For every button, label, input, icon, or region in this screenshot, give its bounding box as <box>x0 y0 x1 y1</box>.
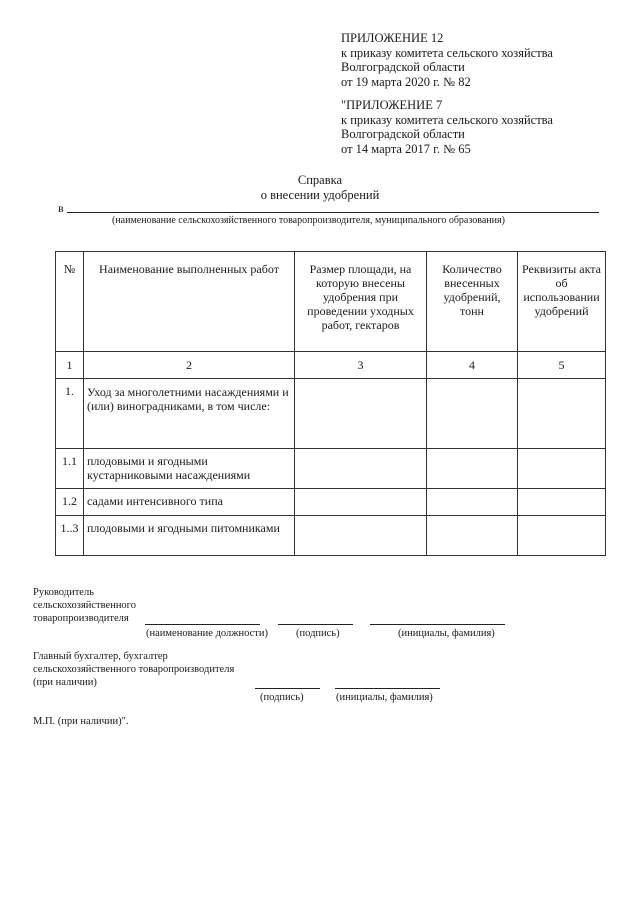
row-name: плодовыми и ягодными кустарниковыми насаждениями <box>84 449 295 489</box>
appendix-7-block <box>341 98 553 156</box>
document-title-line2: о внесении удобрений <box>260 188 380 202</box>
appendix-12-title: ПРИЛОЖЕНИЕ 12 <box>341 31 444 45</box>
column-number: 4 <box>427 352 518 379</box>
appendix-12-line1: к приказу комитета сельского хозяйства <box>341 45 553 60</box>
appendix-12-line3: от 19 марта 2020 г. № 82 <box>341 74 471 89</box>
recipient-prefix: в <box>58 201 64 215</box>
column-number: 1 <box>56 352 84 379</box>
header-cell-area: Размер площади, на которую внесены удобрения при проведении уходных работ, гектаров <box>295 252 427 352</box>
head-line3: товаропроизводителя <box>33 613 129 624</box>
row-number: 1.1 <box>56 449 84 489</box>
recipient-fill-line <box>67 212 599 213</box>
header-cell-quantity: Количество внесенных удобрений, тонн <box>427 252 518 352</box>
table-row <box>56 516 606 556</box>
appendix-12-block <box>341 31 553 89</box>
column-number: 2 <box>84 352 295 379</box>
appendix-7-line1: к приказу комитета сельского хозяйства <box>341 112 553 127</box>
table-column-number-row <box>56 352 606 379</box>
table-row <box>56 379 606 449</box>
stamp-note: М.П. (при наличии)". <box>33 716 129 727</box>
row-number: 1..3 <box>56 516 84 556</box>
row-area-cell[interactable] <box>295 449 427 489</box>
head-line2: сельскохозяйственного <box>33 600 136 611</box>
row-act-cell[interactable] <box>518 489 606 516</box>
accountant-name-caption: (инициалы, фамилия) <box>336 692 433 703</box>
fertilizer-table <box>55 251 606 556</box>
row-area-cell[interactable] <box>295 516 427 556</box>
accountant-line2: сельскохозяйственного товаропроизводителя <box>33 664 235 675</box>
accountant-line1: Главный бухгалтер, бухгалтер <box>33 651 168 662</box>
position-line <box>145 624 260 625</box>
row-number: 1.2 <box>56 489 84 516</box>
head-signatory-label <box>33 586 136 625</box>
row-name: плодовыми и ягодными питомниками <box>84 516 295 556</box>
row-area-cell[interactable] <box>295 379 427 449</box>
row-quantity-cell[interactable] <box>427 489 518 516</box>
row-act-cell[interactable] <box>518 449 606 489</box>
name-caption: (инициалы, фамилия) <box>398 628 495 639</box>
header-cell-works: Наименование выполненных работ <box>84 252 295 352</box>
table-header-row <box>56 252 606 352</box>
recipient-caption: (наименование сельскохозяйственного товаропроизводителя, муниципального образования) <box>112 215 505 226</box>
row-quantity-cell[interactable] <box>427 516 518 556</box>
position-caption: (наименование должности) <box>146 628 269 639</box>
accountant-signature-caption: (подпись) <box>260 692 304 703</box>
appendix-7-line3: от 14 марта 2017 г. № 65 <box>341 141 471 156</box>
row-quantity-cell[interactable] <box>427 379 518 449</box>
accountant-line3: (при наличии) <box>33 677 97 688</box>
table-row <box>56 489 606 516</box>
row-name: Уход за многолетними насаждениями и (или) виноградниками, в том числе: <box>84 379 295 449</box>
column-number: 3 <box>295 352 427 379</box>
row-area-cell[interactable] <box>295 489 427 516</box>
signature-line <box>278 624 353 625</box>
column-number: 5 <box>518 352 606 379</box>
accountant-signatory-label <box>33 650 234 689</box>
appendix-12-line2: Волгоградской области <box>341 60 465 74</box>
appendix-7-title: "ПРИЛОЖЕНИЕ 7 <box>341 98 443 112</box>
accountant-signature-line <box>255 688 320 689</box>
row-act-cell[interactable] <box>518 379 606 449</box>
header-cell-number: № <box>56 252 84 352</box>
header-cell-act: Реквизиты акта об использовании удобрений <box>518 252 606 352</box>
accountant-name-line <box>335 688 440 689</box>
table-row <box>56 449 606 489</box>
row-quantity-cell[interactable] <box>427 449 518 489</box>
appendix-7-line2: Волгоградской области <box>341 127 465 141</box>
signature-caption: (подпись) <box>296 628 340 639</box>
row-number: 1. <box>56 379 84 449</box>
row-name: садами интенсивного типа <box>84 489 295 516</box>
row-act-cell[interactable] <box>518 516 606 556</box>
name-line <box>370 624 505 625</box>
document-title <box>220 173 420 203</box>
head-line1: Руководитель <box>33 587 94 598</box>
document-title-line1: Справка <box>297 173 343 187</box>
